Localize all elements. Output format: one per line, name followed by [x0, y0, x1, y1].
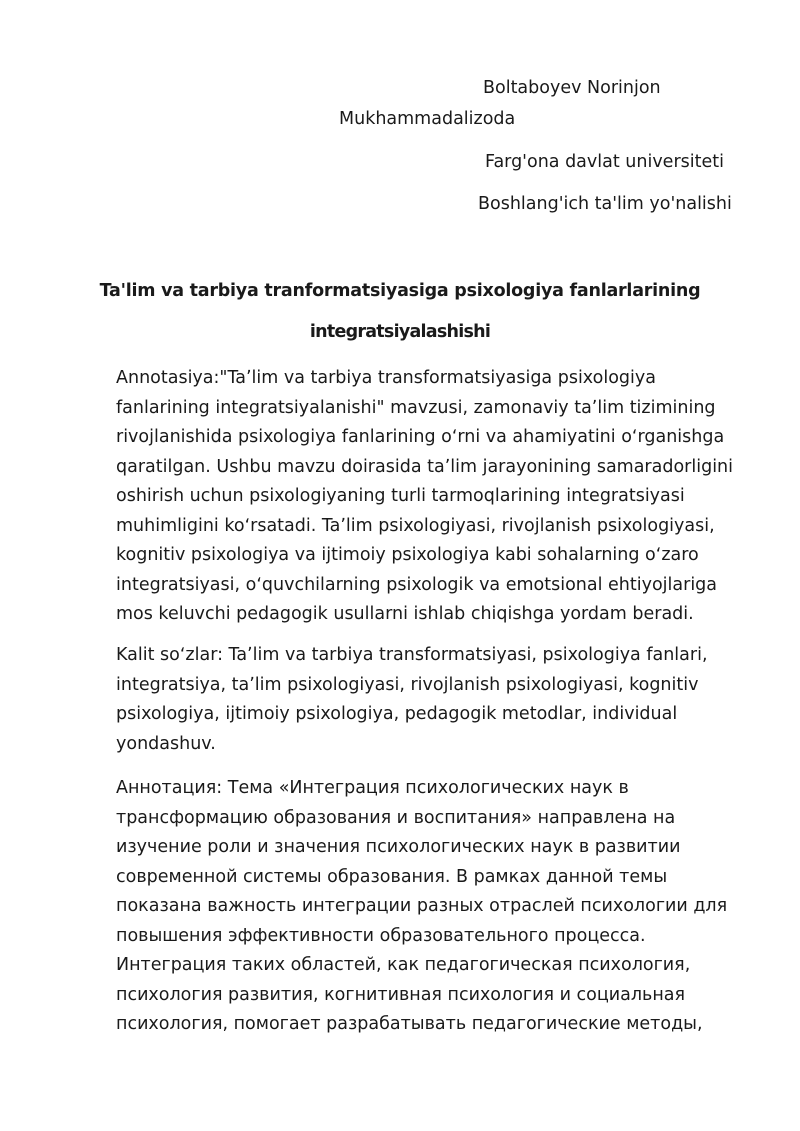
text-line: психология, помогает разрабатывать педагогические методы,: [116, 1014, 703, 1034]
text-line: Интеграция таких областей, как педагогическая психология,: [116, 955, 691, 975]
university-name: Farg'ona davlat universiteti: [485, 152, 724, 172]
text-line: психология развития, когнитивная психология и социальная: [116, 984, 686, 1005]
text-line: kognitiv psixologiya va ijtimoiy psixologiya kabi sohalarning oʻzaro: [116, 545, 699, 565]
text-line: rivojlanishida psixologiya fanlarining oʻrni va ahamiyatini oʻrganishga: [116, 427, 725, 447]
article-title-line1: Ta'lim va tarbiya tranformatsiyasiga psixologiya fanlarlarining: [99, 281, 701, 301]
text-line: qaratilgan. Ushbu mavzu doirasida taʼlim jarayonining samaradorligini: [116, 456, 734, 477]
text-line: изучение роли и значения психологических наук в развитии: [116, 837, 681, 857]
text-line: Kalit soʻzlar: Taʼlim va tarbiya transformatsiyasi, psixologiya fanlari,: [116, 645, 708, 665]
text-line: oshirish uchun psixologiyaning turli tarmoqlarining integratsiyasi: [116, 486, 685, 506]
text-line: показана важность интеграции разных отраслей психологии для: [116, 896, 728, 916]
text-line: Аннотация: Тема «Интеграция психологических наук в: [116, 778, 629, 798]
text-line: повышения эффективности образовательного процесса.: [116, 925, 646, 946]
text-line: yondashuv.: [116, 733, 216, 754]
annotation-uzbek: [116, 364, 736, 630]
article-title-line2: integratsiyalashishi: [309, 322, 491, 342]
text-line: muhimligini koʻrsatadi. Taʼlim psixologiyasi, rivojlanish psixologiyasi,: [116, 515, 715, 536]
text-line: integratsiya, taʼlim psixologiyasi, rivojlanish psixologiyasi, kognitiv: [116, 674, 699, 695]
author-name-line2: Mukhammadalizoda: [339, 109, 516, 129]
annotation-russian: [116, 774, 736, 1040]
text-line: mos keluvchi pedagogik usullarni ishlab chiqishga yordam beradi.: [116, 604, 694, 624]
text-line: трансформацию образования и воспитания» направлена на: [116, 807, 676, 828]
text-line: integratsiyasi, oʻquvchilarning psixologik va emotsional ehtiyojlariga: [116, 574, 718, 595]
text-line: psixologiya, ijtimoiy psixologiya, pedagogik metodlar, individual: [116, 704, 678, 724]
department-name: Boshlang'ich ta'lim yo'nalishi: [478, 194, 732, 214]
text-line: современной системы образования. В рамках данной темы: [116, 866, 668, 887]
author-name-line1: Boltaboyev Norinjon: [483, 78, 661, 98]
keywords-paragraph: [116, 641, 736, 759]
text-line: Annotasiya:"Taʼlim va tarbiya transformatsiyasiga psixologiya: [116, 368, 656, 388]
text-line: fanlarining integratsiyalanishi" mavzusi, zamonaviy taʼlim tizimining: [116, 397, 716, 418]
